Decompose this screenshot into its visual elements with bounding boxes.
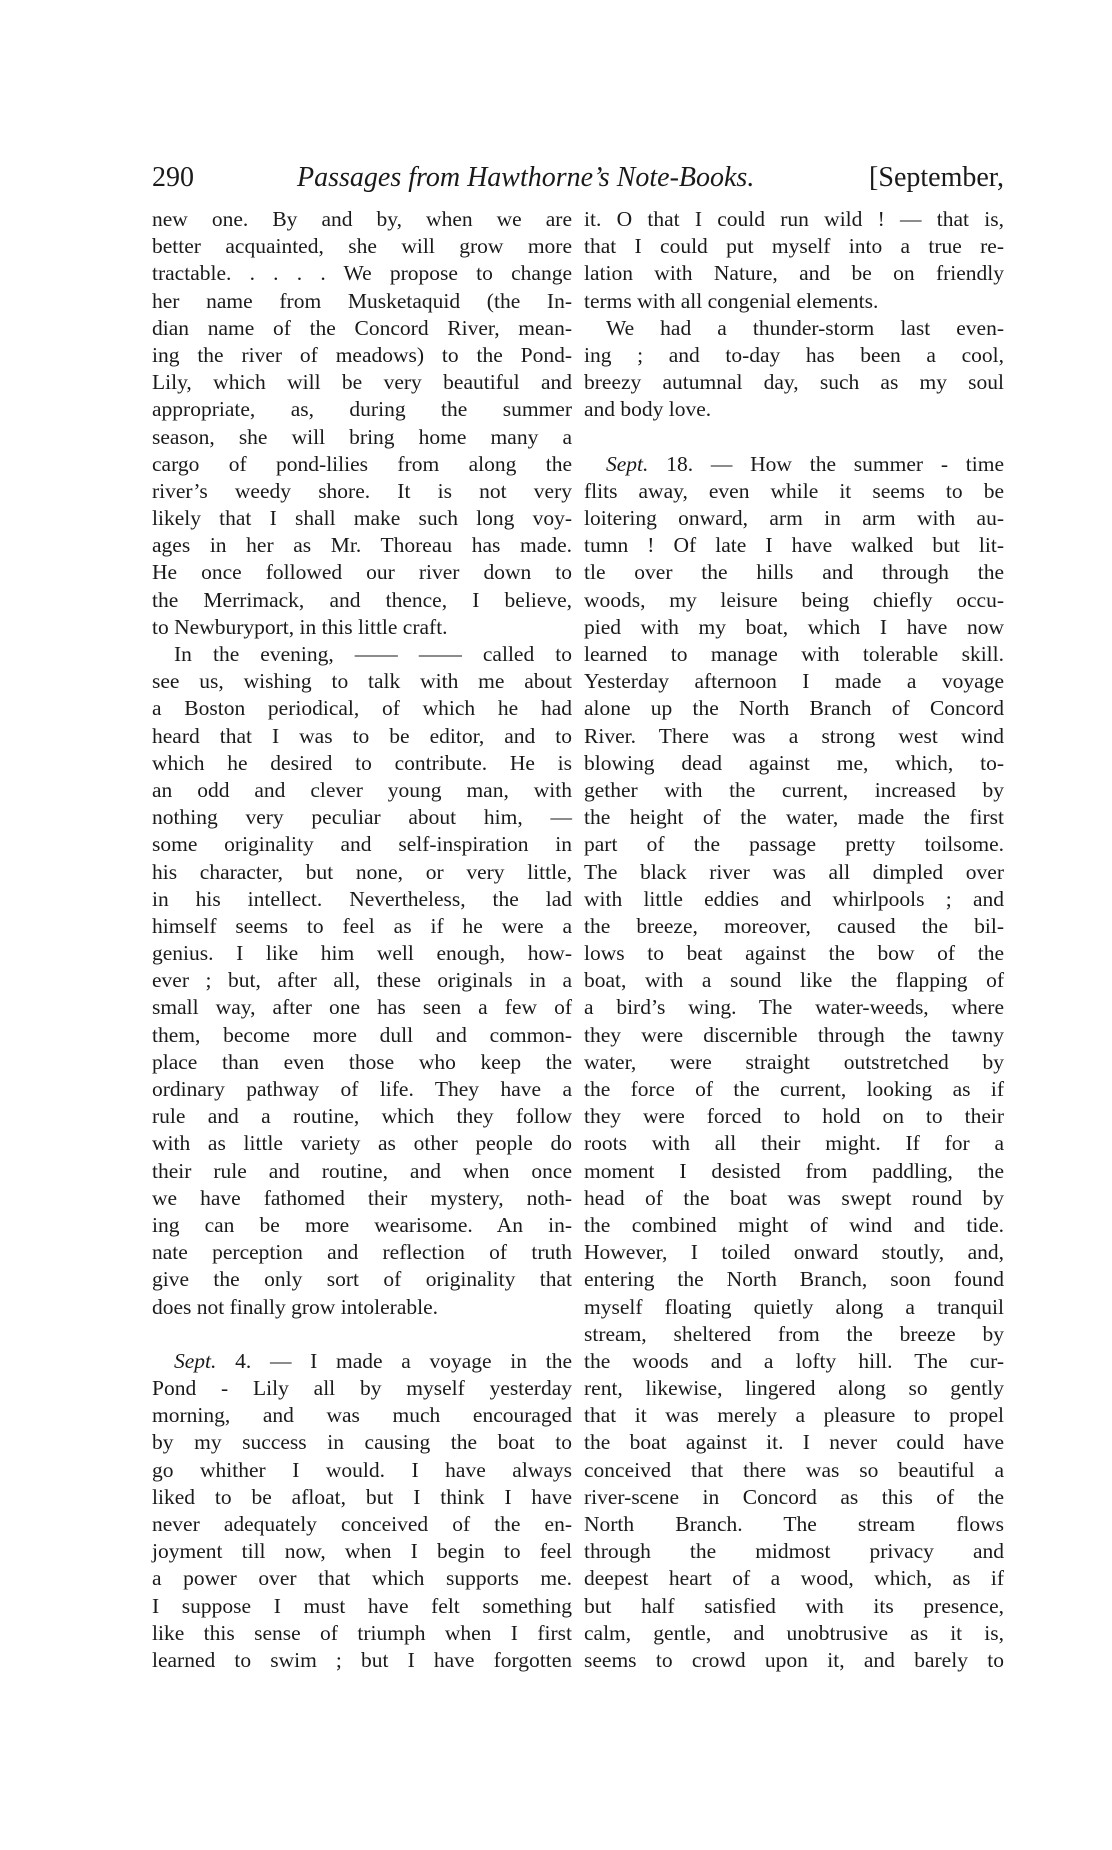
- text-line: better acquainted, she will grow more: [152, 234, 572, 259]
- text-line: alone up the North Branch of Concord: [584, 696, 1004, 721]
- text-line: cargo of pond-lilies from along the: [152, 451, 572, 476]
- text-line: River. There was a strong west wind: [584, 723, 1004, 748]
- text-line: entering the North Branch, soon found: [584, 1267, 1004, 1292]
- left-column: [152, 206, 572, 1674]
- text-line: dian name of the Concord River, mean-: [152, 315, 572, 340]
- text-line: but half satisfied with its presence,: [584, 1593, 1004, 1618]
- text-line: pied with my boat, which I have now: [584, 614, 1004, 639]
- text-line: part of the passage pretty toilsome.: [584, 832, 1004, 857]
- text-line: new one. By and by, when we are: [152, 207, 572, 231]
- text-line: through the midmost privacy and: [584, 1539, 1004, 1564]
- text-line: rule and a routine, which they follow: [152, 1104, 572, 1129]
- text-line: boat, with a sound like the flapping of: [584, 968, 1004, 993]
- text-line: genius. I like him well enough, how-: [152, 941, 572, 966]
- text-line: like this sense of triumph when I first: [152, 1620, 572, 1645]
- text-line: her name from Musketaquid (the In-: [152, 288, 572, 313]
- paragraph-gap: [152, 1321, 572, 1348]
- text-line: Pond - Lily all by myself yesterday: [152, 1376, 572, 1401]
- running-month: [September,: [869, 162, 1004, 193]
- text-line: we have fathomed their mystery, noth-: [152, 1185, 572, 1210]
- text-line: an odd and clever young man, with: [152, 777, 572, 802]
- text-line: ing can be more wearisome. An in-: [152, 1212, 572, 1237]
- text-line: seems to crowd upon it, and barely to: [584, 1647, 1004, 1672]
- text-line: woods, my leisure being chiefly occu-: [584, 587, 1004, 612]
- text-line: learned to swim ; but I have forgotten: [152, 1647, 572, 1672]
- text-line: In the evening, —— —— called to: [174, 642, 572, 666]
- text-line: his character, but none, or very little,: [152, 859, 572, 884]
- text-line: the woods and a lofty hill. The cur-: [584, 1348, 1004, 1373]
- text-line: tumn ! Of late I have walked but lit-: [584, 533, 1004, 558]
- text-line: them, become more dull and common-: [152, 1022, 572, 1047]
- text-line: nothing very peculiar about him, —: [152, 805, 572, 830]
- text-line: rent, likewise, lingered along so gently: [584, 1376, 1004, 1401]
- text-line: the Merrimack, and thence, I believe,: [152, 587, 572, 612]
- text-line: that it was merely a pleasure to propel: [584, 1403, 1004, 1428]
- text-line: water, were straight outstretched by: [584, 1049, 1004, 1074]
- entry-date-label: Sept.: [606, 451, 649, 476]
- entry-date-label: Sept.: [174, 1348, 217, 1373]
- text-line: by my success in causing the boat to: [152, 1430, 572, 1455]
- text-line: learned to manage with tolerable skill.: [584, 642, 1004, 666]
- text-line: appropriate, as, during the summer: [152, 397, 572, 422]
- text-line: Yesterday afternoon I made a voyage: [584, 669, 1004, 694]
- text-line: river’s weedy shore. It is not very: [152, 478, 572, 503]
- running-header: [152, 158, 1004, 198]
- paragraph-gap: [584, 424, 1004, 451]
- text-line: breezy autumnal day, such as my soul: [584, 370, 1004, 395]
- text-line: head of the boat was swept round by: [584, 1185, 1004, 1210]
- text-line: He once followed our river down to: [152, 560, 572, 585]
- text-line: that I could put myself into a true re-: [584, 234, 1004, 259]
- text-line: ing the river of meadows) to the Pond-: [152, 342, 572, 367]
- text-line: liked to be afloat, but I think I have: [152, 1484, 572, 1509]
- text-line: Sept. 4. — I made a voyage in the: [174, 1348, 572, 1373]
- text-line: deepest heart of a wood, which, as if: [584, 1566, 1004, 1591]
- text-line: the combined might of wind and tide.: [584, 1212, 1004, 1237]
- text-line: We had a thunder-storm last even-: [606, 315, 1004, 340]
- text-line: they were discernible through the tawny: [584, 1022, 1004, 1047]
- text-line: to Newburyport, in this little craft.: [152, 614, 448, 639]
- text-line: morning, and was much encouraged: [152, 1403, 572, 1428]
- text-line: stream, sheltered from the breeze by: [584, 1321, 1004, 1346]
- text-line: season, she will bring home many a: [152, 424, 572, 449]
- text-line: ing ; and to-day has been a cool,: [584, 342, 1004, 367]
- text-line: lation with Nature, and be on friendly: [584, 261, 1004, 286]
- text-line: heard that I was to be editor, and to: [152, 723, 572, 748]
- text-line: likely that I shall make such long voy-: [152, 506, 572, 531]
- text-line: a bird’s wing. The water-weeds, where: [584, 995, 1004, 1020]
- text-line: does not finally grow intolerable.: [152, 1294, 438, 1319]
- text-line: some originality and self-inspiration in: [152, 832, 572, 857]
- text-line: The black river was all dimpled over: [584, 859, 1004, 884]
- running-title: Passages from Hawthorne’s Note-Books.: [297, 162, 755, 193]
- text-line: ordinary pathway of life. They have a: [152, 1077, 572, 1101]
- text-line: the boat against it. I never could have: [584, 1430, 1004, 1455]
- text-line: which he desired to contribute. He is: [152, 750, 572, 775]
- text-line: in his intellect. Nevertheless, the lad: [152, 886, 572, 911]
- text-line: However, I toiled onward stoutly, and,: [584, 1240, 1004, 1265]
- text-line: conceived that there was so beautiful a: [584, 1457, 1004, 1482]
- text-line: river-scene in Concord as this of the: [584, 1484, 1004, 1509]
- text-line: Sept. 18. — How the summer - time: [606, 451, 1004, 476]
- text-line: the force of the current, looking as if: [584, 1077, 1004, 1101]
- text-line: flits away, even while it seems to be: [584, 478, 1004, 503]
- text-line: Lily, which will be very beautiful and: [152, 370, 572, 395]
- text-line: North Branch. The stream flows: [584, 1512, 1004, 1536]
- text-line: with little eddies and whirlpools ; and: [584, 886, 1004, 911]
- text-line: their rule and routine, and when once: [152, 1158, 572, 1183]
- text-line: tractable. . . . . We propose to change: [152, 261, 572, 286]
- text-line: joyment till now, when I begin to feel: [152, 1539, 572, 1564]
- text-line: nate perception and reflection of truth: [152, 1240, 572, 1265]
- text-line: himself seems to feel as if he were a: [152, 913, 572, 938]
- page-number: 290: [152, 162, 194, 193]
- text-line: loitering onward, arm in arm with au-: [584, 506, 1004, 531]
- text-line: small way, after one has seen a few of: [152, 995, 572, 1020]
- text-line: myself floating quietly along a tranquil: [584, 1294, 1004, 1319]
- text-line: it. O that I could run wild ! — that is,: [584, 207, 1004, 231]
- text-line: and body love.: [584, 397, 712, 422]
- text-line: blowing dead against me, which, to-: [584, 750, 1004, 775]
- text-line: place than even those who keep the: [152, 1049, 572, 1074]
- text-line: ages in her as Mr. Thoreau has made.: [152, 533, 572, 558]
- text-line: moment I desisted from paddling, the: [584, 1158, 1004, 1183]
- text-line: terms with all congenial elements.: [584, 288, 879, 313]
- text-line: roots with all their might. If for a: [584, 1131, 1004, 1156]
- text-line: calm, gentle, and unobtrusive as it is,: [584, 1620, 1004, 1645]
- text-line: a power over that which supports me.: [152, 1566, 572, 1591]
- text-line: ever ; but, after all, these originals in a: [152, 968, 572, 993]
- text-line: give the only sort of originality that: [152, 1267, 572, 1292]
- text-line: I suppose I must have felt something: [152, 1593, 572, 1618]
- text-line: the breeze, moreover, caused the bil-: [584, 913, 1004, 938]
- right-column: [584, 206, 1004, 1674]
- text-line: lows to beat against the bow of the: [584, 941, 1004, 966]
- text-line: with as little variety as other people do: [152, 1131, 572, 1156]
- text-line: the height of the water, made the first: [584, 805, 1004, 830]
- text-line: they were forced to hold on to their: [584, 1104, 1004, 1129]
- text-line: see us, wishing to talk with me about: [152, 669, 572, 694]
- text-line: tle over the hills and through the: [584, 560, 1004, 585]
- text-line: never adequately conceived of the en-: [152, 1512, 572, 1536]
- text-line: a Boston periodical, of which he had: [152, 696, 572, 721]
- text-line: gether with the current, increased by: [584, 777, 1004, 802]
- text-line: go whither I would. I have always: [152, 1457, 572, 1482]
